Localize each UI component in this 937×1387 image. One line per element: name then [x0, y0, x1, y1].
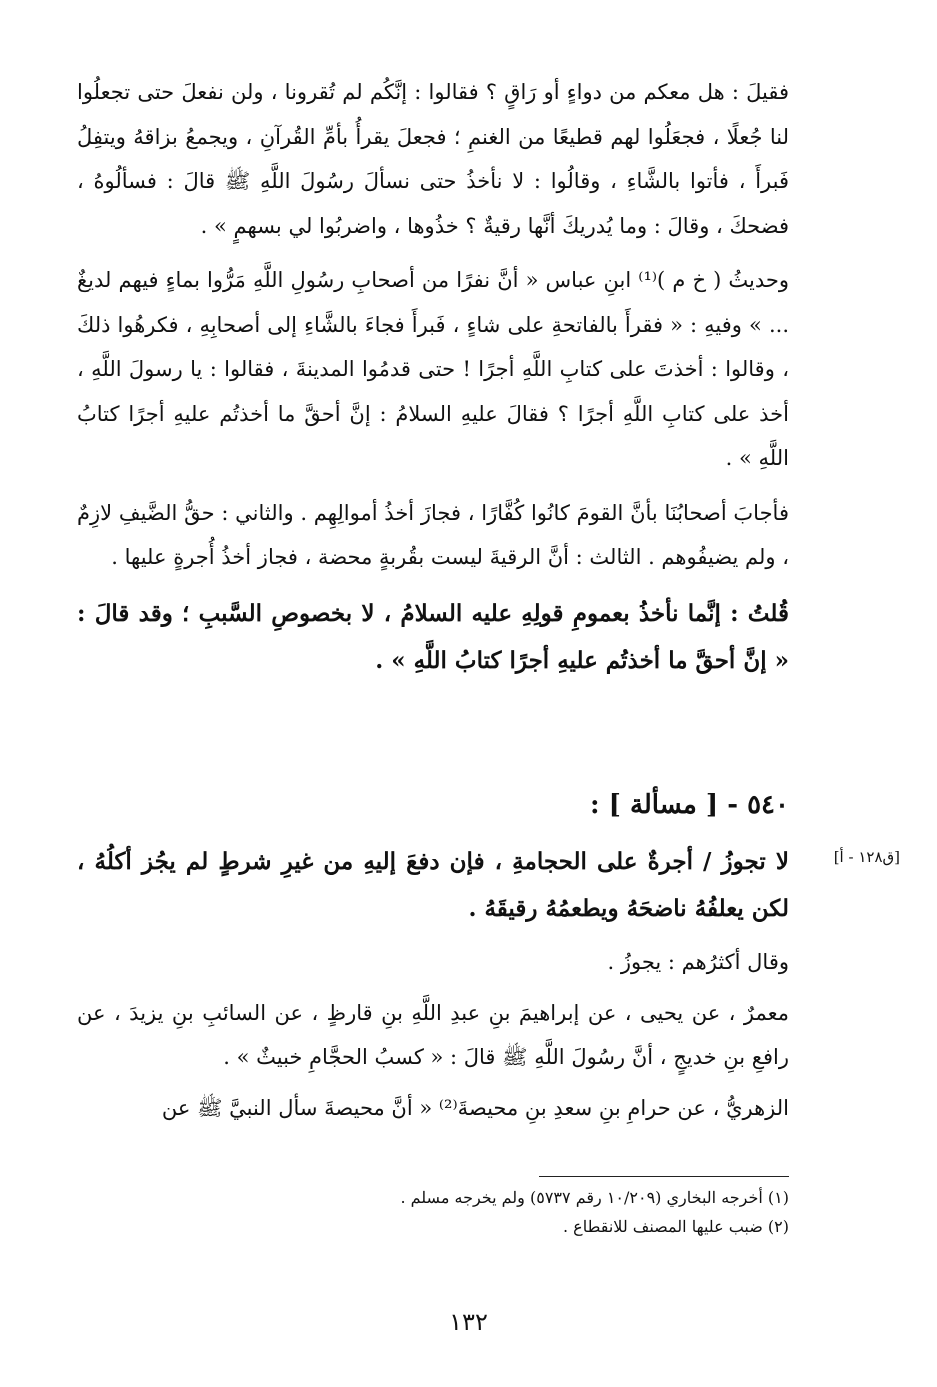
- paragraph-zuhri-chain: الزهريُّ ، عن حرامِ بنِ سعدِ بنِ محيصةَ⁽²⁾ « أنَّ محيصةَ سأل النبيَّ ﷺ عن: [161, 1095, 789, 1120]
- paragraph-author-opinion: قُلتُ : إنَّما نأخذُ بعمومِ قولِهِ عليه السلامُ ، لا بخصوصِ السَّببِ ؛ وقد قالَ : « إنَّ أحقَّ ما أخذتُم عليهِ أجرًا كتابُ اللَّهِ » .: [77, 599, 789, 674]
- footnote-2: (٢) ضبب عليها المصنف للانقطاع .: [563, 1217, 789, 1236]
- page-number: ١٣٢: [449, 1308, 488, 1336]
- paragraph-majority-view: وقال أكثرُهم : يجوزُ .: [607, 950, 789, 974]
- paragraph-mamar-chain: معمرٌ ، عن يحيى ، عن إبراهيمَ بنِ عبدِ اللَّهِ بنِ قارظٍ ، عن السائبِ بنِ يزيدَ ، عن رافعِ بنِ خديجٍ ، أنَّ رسُولَ اللَّهِ ﷺ قالَ : « كسبُ الحجَّامِ خبيثٌ » .: [77, 1000, 789, 1069]
- main-text-bottom: [77, 838, 789, 1130]
- issue-heading: ٥٤٠ - [ مسألة ] :: [589, 790, 789, 820]
- paragraph-ibn-abbas-hadith: وحديثُ ( خ م )⁽¹⁾ ابنِ عباس « أنَّ نفرًا من أصحابِ رسُولِ اللَّهِ مَرُّوا بماءٍ فيهم لديغٌ ... » وفيهِ : « فقرأَ بالفاتحةِ على شاءٍ ، فَبرأَ فجاءَ بالشَّاءِ إلى أصحابِهِ ، فكرهُوا ذلكَ ، وقالوا : أخذتَ على كتابِ اللَّهِ أجرًا ! حتى قدمُوا المدينةَ ، فقالوا : يا رسولَ اللَّهِ ، أخذ على كتابِ اللَّهِ أجرًا ؟ فقالَ عليهِ السلامُ : إنَّ أحقَّ ما أخذتُم عليهِ أجرًا كتابُ اللَّهِ » .: [77, 268, 789, 470]
- footnotes: [77, 1183, 789, 1241]
- footnote-separator: [539, 1176, 789, 1177]
- paragraph-hadith-ruqya: فقيلَ : هل معكم من دواءٍ أو رَاقٍ ؟ فقالوا : إنَّكُم لم تُقرونا ، ولن نفعلَ حتى تجعلُوا لنا جُعلًا ، فجعَلُوا لهم قطيعًا من الغنمِ ؛ فجعلَ يقرأُ بأمِّ القُرآنِ ، ويجمعُ بزاقهُ ويتفِلُ فَبرأَ ، فأتوا بالشَّاءِ ، وقالُوا : لا نأخذُ حتى نسألَ رسُولَ اللَّهِ ﷺ قالَ : فسألُوهُ ، فضحكَ ، وقالَ : وما يُدريكَ أنَّها رقيةٌ ؟ خذُوها ، واضربُوا لي بسهمٍ » .: [77, 80, 789, 238]
- footnote-1: (١) أخرجه البخاري (١٠/٢٠٩ رقم ٥٧٣٧) ولم يخرجه مسلم .: [400, 1188, 789, 1207]
- paragraph-companions-answer: فأجابَ أصحابُنَا بأنَّ القومَ كانُوا كُفَّارًا ، فجازَ أخذُ أموالِهِم . والثاني : حقُّ الضَّيفِ لازِمٌ ، ولم يضيفُوهم . الثالث : أنَّ الرقيةَ ليست بقُربةٍ محضة ، فجاز أخذُ أُجرةٍ عليها .: [77, 500, 789, 569]
- rule-text: لا تجوزُ / أجرةٌ على الحجامةِ ، فإن دفعَ إليهِ من غيرِ شرطٍ لم يجُز أكلُهُ ، لكن يعلفُهُ ناضحَهُ ويطعمُهُ رقيقَهُ .: [77, 848, 789, 922]
- manuscript-folio-note: [ق١٢٨ - أ]: [833, 848, 900, 866]
- main-text-top: [77, 70, 789, 684]
